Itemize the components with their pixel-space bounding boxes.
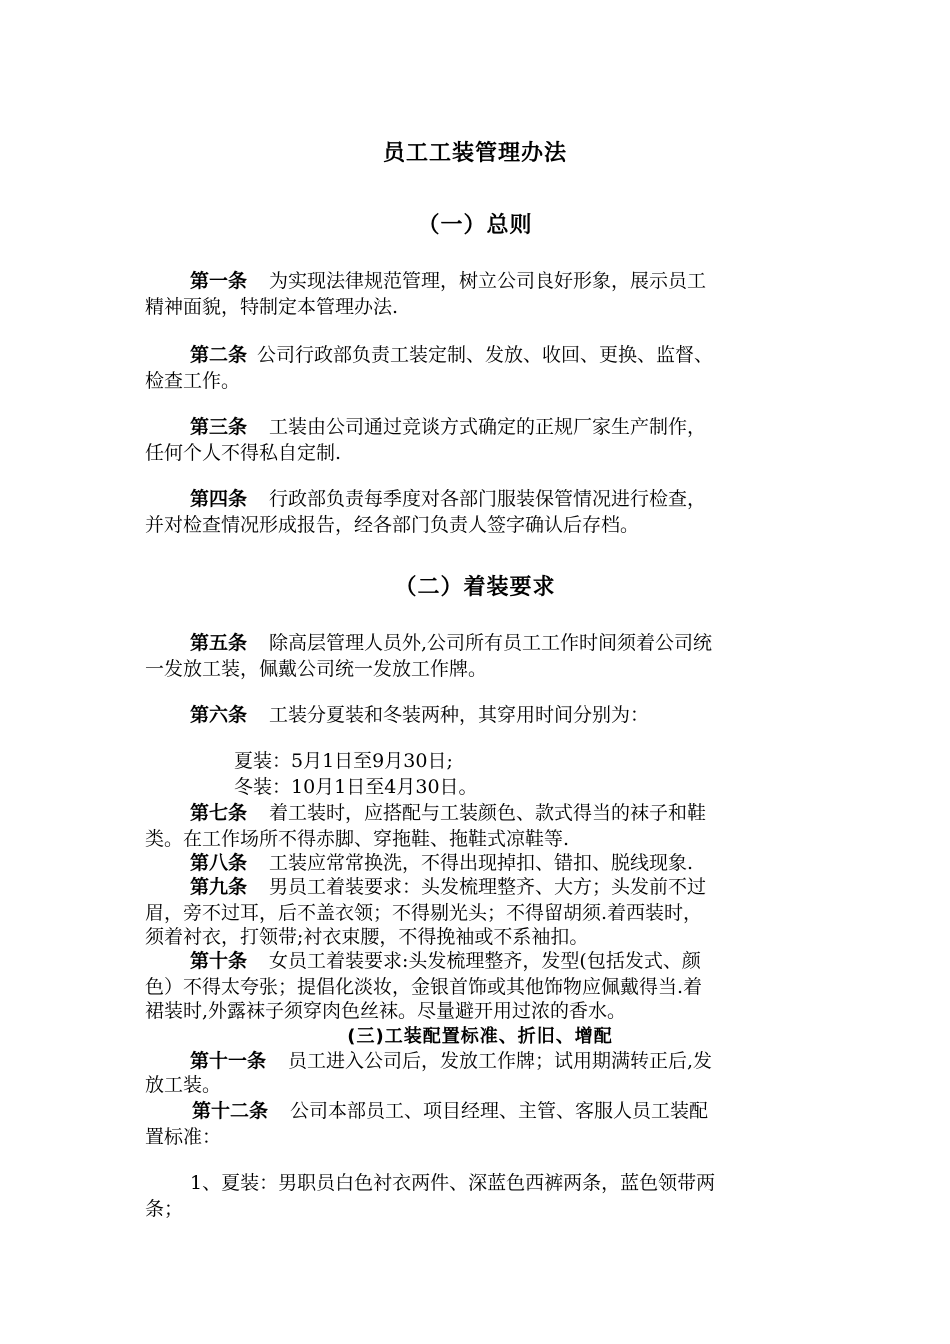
article-text: 女员工着装要求:头发梳理整齐，发型(包括发式、颜 [269,950,701,972]
article-11 [190,1048,712,1074]
article-8 [190,850,693,876]
article-text: 为实现法律规范管理，树立公司良好形象，展示员工 [269,270,707,292]
article-label: 第一条 [190,270,248,292]
article-12-cont: 置标准： [145,1126,222,1148]
article-label: 第三条 [190,416,248,438]
article-label: 第二条 [190,344,248,366]
article-text: 男员工着装要求：头发梳理整齐、大方；头发前不过 [269,876,707,898]
article-11-cont: 放工装。 [145,1074,222,1096]
article-label: 第九条 [190,876,248,898]
article-7 [190,800,706,826]
article-6-summer: 夏装：5月1日至9月30日; [234,750,453,772]
document-title: 员工工装管理办法 [382,141,567,166]
article-label: 第六条 [190,704,248,726]
article-2 [190,342,713,368]
article-label: 第八条 [190,852,248,874]
article-label: 第四条 [190,488,248,510]
article-text: 公司本部员工、项目经理、主管、客服人员工装配 [290,1100,709,1122]
article-10 [190,948,701,974]
article-1 [190,268,706,294]
article-text: 工装应常常换洗，不得出现掉扣、错扣、脱线现象. [269,852,694,874]
summer-standard-item: 1、夏装：男职员白色衬衣两件、深蓝色西裤两条，蓝色领带两 [190,1172,716,1194]
article-9-cont2: 须着衬衣，打领带;衬衣束腰，不得挽袖或不系袖扣。 [145,926,589,948]
article-text: 着工装时，应搭配与工装颜色、款式得当的袜子和鞋 [269,802,707,824]
article-text: 除高层管理人员外,公司所有员工工作时间须着公司统 [269,632,713,654]
article-9 [190,874,706,900]
article-2-cont: 检查工作。 [145,370,241,392]
article-label: 第七条 [190,802,248,824]
section-heading-general: （一）总则 [417,213,533,238]
article-1-cont: 精神面貌，特制定本管理办法. [145,296,399,318]
article-text: 公司行政部负责工装定制、发放、收回、更换、监督、 [257,344,714,366]
article-label: 第五条 [190,632,248,654]
article-10-cont2: 裙装时,外露袜子须穿肉色丝袜。尽量避开用过浓的香水。 [145,1000,627,1022]
article-text: 工装分夏装和冬装两种，其穿用时间分别为： [269,704,650,726]
article-5 [190,630,712,656]
article-text: 工装由公司通过竞谈方式确定的正规厂家生产制作， [269,416,707,438]
article-label: 第十一条 [190,1050,267,1072]
section-heading-dress: （二）着装要求 [394,575,556,600]
article-text: 行政部负责每季度对各部门服装保管情况进行检查， [269,488,707,510]
article-text: 员工进入公司后，发放工作牌；试用期满转正后,发 [288,1050,713,1072]
article-4-cont: 并对检查情况形成报告，经各部门负责人签字确认后存档。 [145,514,640,536]
article-9-cont: 眉，旁不过耳，后不盖衣领；不得剔光头；不得留胡须.着西装时， [145,902,703,924]
article-12 [192,1098,708,1124]
article-7-cont: 类。在工作场所不得赤脚、穿拖鞋、拖鞋式凉鞋等. [145,828,570,850]
summer-standard-item-cont: 条； [145,1198,184,1220]
article-4 [190,486,706,512]
article-label: 第十二条 [192,1100,269,1122]
article-5-cont: 一发放工装，佩戴公司统一发放工作牌。 [145,658,488,680]
section-heading-standards: (三)工装配置标准、折旧、增配 [347,1026,613,1047]
article-6-winter: 冬装：10月1日至4月30日。 [234,776,478,798]
article-3 [190,414,706,440]
article-6 [190,702,649,728]
article-3-cont: 任何个人不得私自定制. [145,442,342,464]
article-10-cont: 色）不得太夸张；提倡化淡妆，金银首饰或其他饰物应佩戴得当.着 [145,976,703,998]
article-label: 第十条 [190,950,248,972]
